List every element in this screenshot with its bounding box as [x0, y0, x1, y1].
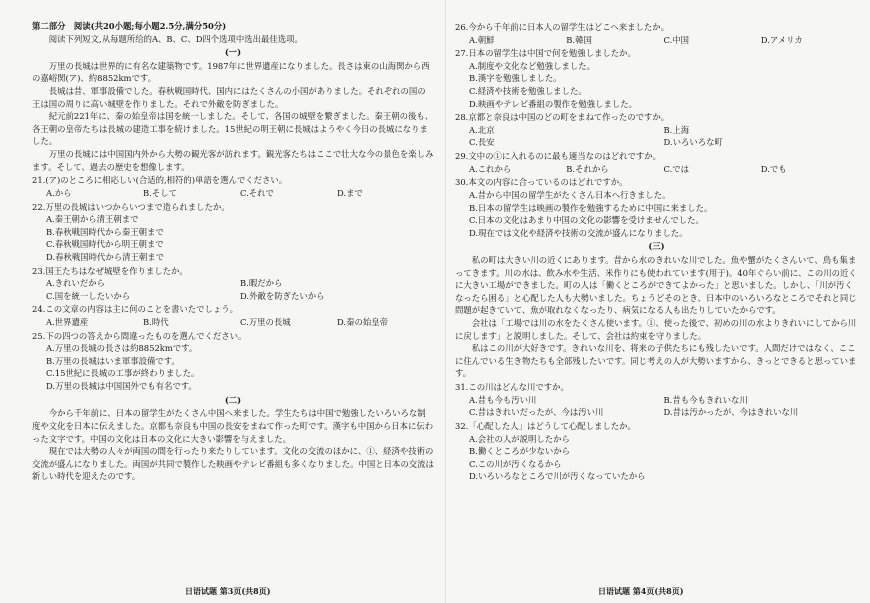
answer-option[interactable]: C.15世紀に長城の工事が終わりました。 — [46, 368, 200, 379]
answer-option[interactable]: C.この川が汚くなるから — [469, 458, 562, 469]
answer-option[interactable]: C.長安 — [469, 137, 495, 148]
answer-option[interactable]: C.春秋戦国時代から明王朝まで — [46, 239, 164, 250]
passage-1-body — [32, 60, 434, 173]
passage-1-title: (一) — [224, 47, 242, 58]
answer-option[interactable]: B.日本の留学生は映画の製作を勉強するために中国に来ました。 — [469, 202, 713, 213]
answer-option[interactable]: C.万里の長城 — [240, 317, 291, 328]
page-footer-right: 日语试题 第4页(共8页) — [598, 586, 684, 596]
answer-option[interactable]: B.それから — [566, 163, 609, 174]
answer-option[interactable]: C.経済や技術を勉強しました。 — [469, 86, 587, 97]
answer-option[interactable]: A.から — [46, 187, 72, 198]
passage-paragraph: 万里の長城は世界的に有名な建築物です。1987年に世界遺産になりました。長さは東の山海関から西の嘉峪関(ア)、約8852kmです。 — [32, 60, 430, 84]
answer-option[interactable]: B.漢字を勉強しました。 — [469, 73, 562, 84]
answer-option[interactable]: C.それで — [240, 187, 274, 198]
passage-2-title: (二) — [224, 394, 242, 405]
answer-option[interactable]: A.昔から中国の留学生がたくさん日本へ行きました。 — [469, 189, 671, 200]
answer-option[interactable]: A.朝鮮 — [469, 34, 495, 45]
answer-option[interactable]: B.そして — [143, 187, 177, 198]
answer-option[interactable]: B.時代 — [143, 317, 169, 328]
question-item — [32, 265, 434, 303]
answer-options — [455, 34, 858, 47]
answer-option[interactable]: D.でも — [760, 163, 787, 174]
passage-paragraph: 長城は昔、軍事設備でした。春秋戦国時代、国内にはたくさんの小国がありました。それぞれの国の王は国の周りに高い城壁を作りました。それで外敵を防ぎました。 — [32, 86, 426, 109]
answer-options — [32, 277, 434, 302]
answer-option[interactable]: D.秦の始皇帝 — [337, 317, 388, 328]
question-stem: 24.この文章の内容は主に何のことを書いたでしょう。 — [32, 304, 238, 315]
question-stem: 21.(ア)のところに相応しい(合适的,相符的)単語を選んでください。 — [32, 175, 288, 186]
answer-option[interactable]: B.万里の長城はいま軍事設備です。 — [46, 355, 180, 366]
question-stem: 27.日本の留学生は中国で何を勉強しましたか。 — [455, 48, 636, 59]
question-item — [455, 381, 858, 419]
passage-paragraph: 今から千年前に、日本の留学生がたくさん中国へ来ました。学生たちは中国で勉強したいろいろな制度や文化を日本に伝えました。京都も奈良も中国の長安をまねて作った町です。漢字も中国から日本に伝わった文字です。中国の文化は日本の文化に大きい影響を与えました。 — [32, 408, 434, 444]
question-item — [32, 330, 434, 393]
question-stem: 23.国王たちはなぜ城壁を作りましたか。 — [32, 265, 188, 276]
question-item — [455, 21, 858, 46]
answer-option[interactable]: B.春秋戦国時代から秦王朝まで — [46, 226, 164, 237]
question-stem: 32.「心配した人」はどうして心配しましたか。 — [455, 420, 636, 431]
section-header: 第二部分 阅读(共20小题;每小题2.5分,满分50分) — [32, 21, 227, 31]
question-item — [32, 174, 434, 199]
question-group-21-25 — [32, 174, 434, 392]
answer-option[interactable]: D.昔は汚かったが、今はきれいな川 — [663, 407, 799, 418]
passage-3-title: (三) — [648, 241, 665, 252]
answer-option[interactable]: A.万里の長城の長さは約8852kmです。 — [46, 343, 198, 354]
answer-option[interactable]: D.外敵を防ぎたいから — [240, 290, 325, 301]
answer-options — [32, 316, 434, 329]
answer-option[interactable]: C.日本の文化はあまり中国の文化の影響を受けませんでした。 — [469, 215, 704, 226]
answer-option[interactable]: B.昔も今もきれいな川 — [663, 394, 748, 405]
answer-option[interactable]: A.北京 — [469, 124, 495, 135]
answer-option[interactable]: B.働くところが少ないから — [469, 446, 570, 457]
passage-paragraph: 私はこの川が大好きです。きれいな川を、将来の子供たちにも残したいです。人間だけではなく、ここに住んでいる生き物たちも全部残したいです。同じ考えの人が大勢いますから、きっとできると思っています。 — [455, 343, 857, 379]
answer-option[interactable]: C.昔はきれいだったが、今は汚い川 — [469, 407, 604, 418]
page-fold-divider — [445, 0, 446, 603]
question-stem: 28.京都と奈良は中国のどの町をまねて作ったのですか。 — [455, 112, 670, 123]
question-item — [455, 176, 858, 239]
question-group-31-32 — [455, 381, 858, 483]
answer-option[interactable]: D.アメリカ — [760, 34, 803, 45]
answer-option[interactable]: B.上海 — [663, 124, 690, 135]
question-item — [455, 111, 858, 149]
passage-3-body — [455, 254, 858, 380]
question-item — [455, 47, 858, 110]
answer-option[interactable]: B.韓国 — [566, 34, 592, 45]
answer-option[interactable]: D.春秋戦国時代から清王朝まで — [46, 251, 164, 262]
answer-option[interactable]: D.現在では文化や経済や技術の交流が盛んになりました。 — [469, 227, 688, 238]
question-stem: 22.万里の長城はいつからいつまで造られましたか。 — [32, 201, 230, 212]
answer-option[interactable]: A.これから — [469, 163, 512, 174]
passage-2-body — [32, 407, 434, 483]
passage-paragraph: 万里の長城には中国国内外から大勢の観光客が訪れます。観光客たちはここで壮大な今の景色を楽しみます。そして、過去の歴史を想像します。 — [32, 149, 434, 172]
answer-option[interactable]: D.いろいろなところで川が汚くなっていたから — [469, 471, 646, 482]
question-stem: 25.下の四つの答えから間違ったものを選んでください。 — [32, 330, 247, 341]
answer-option[interactable]: A.制度や文化など勉強しました。 — [469, 60, 595, 71]
answer-option[interactable]: D.いろいろな町 — [663, 137, 723, 148]
passage-paragraph: 会社は「工場では川の水をたくさん使います。①、使った後で、初めの川の水よりきれいにしてから川に戻します」と説明しました。そして、会社は約束を守りました。 — [455, 318, 857, 341]
answer-option[interactable]: C.中国 — [663, 34, 690, 45]
answer-option[interactable]: A.昔も今も汚い川 — [469, 394, 537, 405]
passage-paragraph: 紀元前221年に、秦の始皇帝は国を統一しました。そして、各国の城壁を繋ぎました。秦王朝の後も、各王朝の皇帝たちは長城の建造工事を続けました。15世紀の明王朝に長城はようやく今日の長城になりました。 — [32, 111, 434, 147]
question-group-26-30 — [455, 21, 858, 239]
answer-option[interactable]: A.会社の人が説明したから — [469, 433, 570, 444]
answer-option[interactable]: D.映画やテレビ番組の製作を勉強しました。 — [469, 98, 638, 109]
answer-option[interactable]: D.万里の長城は中国国外でも有名です。 — [46, 381, 197, 392]
answer-option[interactable]: A.秦王朝から清王朝まで — [46, 214, 139, 225]
instruction-text: 阅读下列短文,从每题所给的A、B、C、D四个选项中选出最佳选项。 — [48, 33, 303, 44]
answer-option[interactable]: B.暇だから — [240, 278, 283, 289]
question-item — [455, 420, 858, 483]
passage-paragraph: 私の町は大きい川の近くにあります。昔から水のきれいな川でした。魚や蟹がたくさんいて、鳥も集まってきます。川の水は、飲み水や生活、米作りにも使われています(用于)。40年ぐらい前に、この川の近くに大きい工場ができました。町の人は「働くところができてよかった」と思いました。しかし、「川が汚くなったら困る」と心配した人も大勢いました。ちょうどそのとき、日本中のいろいろなところでそれと同じ問題が起きていて、魚が取れなくなったり、病気になる人も出たりしていたからです。 — [455, 254, 857, 316]
question-stem: 29.文中の①に入れるのに最も適当なのはどれですか。 — [455, 151, 661, 162]
answer-options — [32, 187, 434, 200]
answer-options — [455, 124, 858, 149]
question-stem: 31.この川はどんな川ですか。 — [455, 382, 569, 393]
passage-paragraph: 現在では大勢の人々が両国の間を行ったり来たりしています。文化の交流のほかに、①、経済や技術の交流が盛んになりました。両国が共同で製作した映画やテレビ番組も多くなりました。中国と日本の交流は新しい時代を迎えたのです。 — [32, 446, 434, 482]
answer-option[interactable]: D.まで — [337, 187, 363, 198]
question-stem: 26.今から千年前に日本人の留学生はどこへ来ましたか。 — [455, 22, 669, 32]
answer-option[interactable]: C.では — [663, 163, 690, 174]
question-stem: 30.本文の内容に合っているのはどれですか。 — [455, 177, 628, 188]
question-item — [32, 201, 434, 264]
left-page — [32, 20, 434, 483]
page-footer-left: 日语试题 第3页(共8页) — [185, 586, 271, 596]
right-page — [455, 20, 858, 483]
answer-options — [455, 394, 858, 419]
answer-option[interactable]: A.世界遺産 — [46, 317, 89, 328]
answer-options — [455, 163, 858, 176]
question-item — [455, 150, 858, 175]
answer-option[interactable]: C.国を統一したいから — [46, 290, 131, 301]
answer-option[interactable]: A.きれいだから — [46, 278, 105, 289]
question-item — [32, 303, 434, 328]
